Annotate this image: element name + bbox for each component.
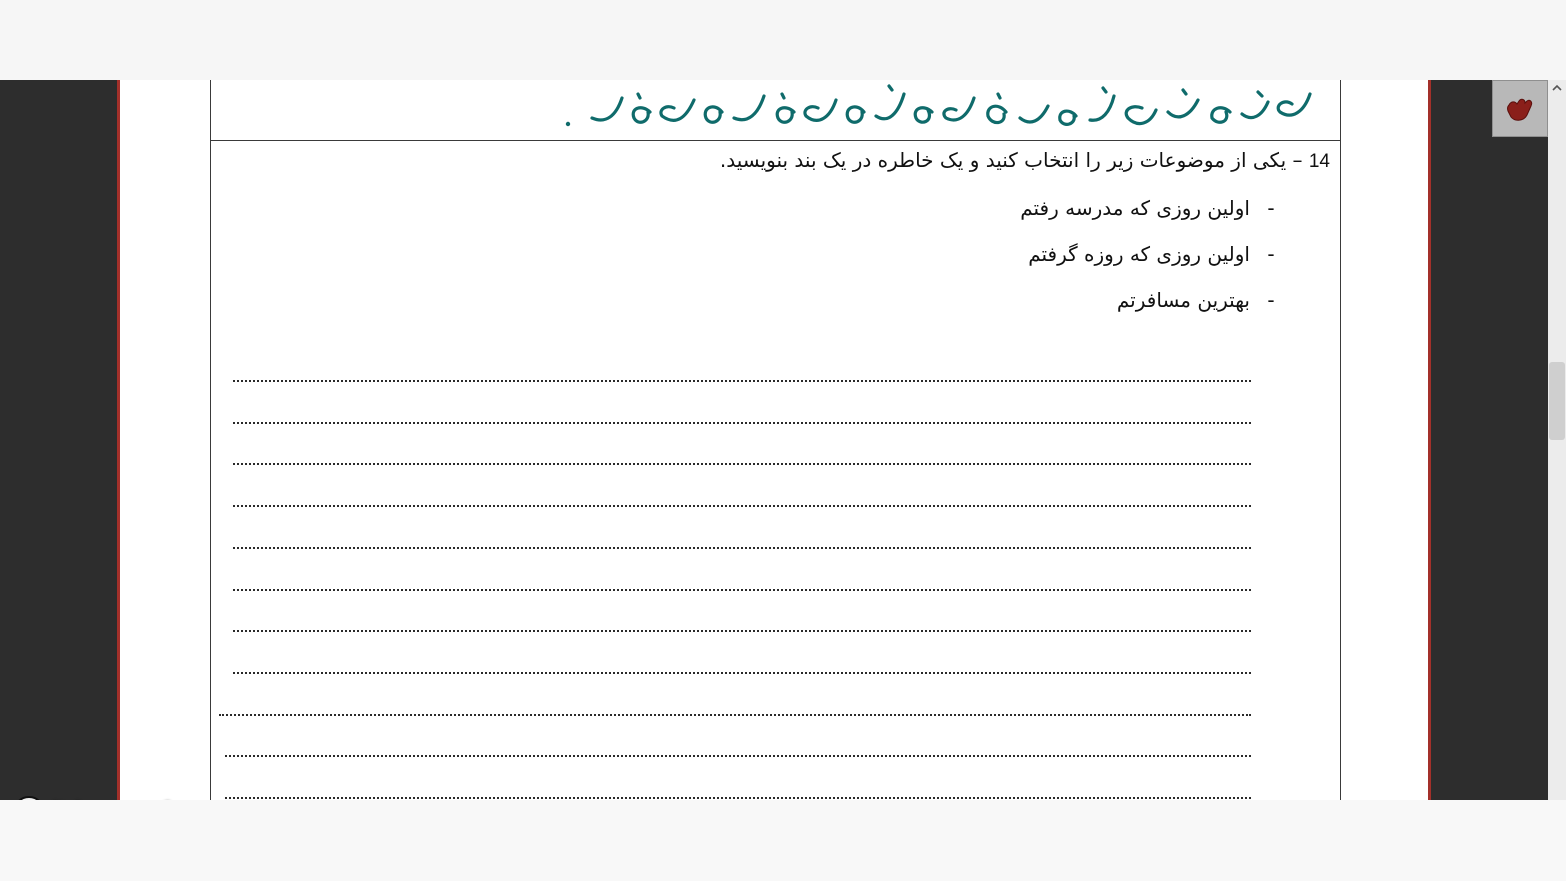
answer-line: [225, 755, 1251, 757]
topic-dash: -: [1267, 242, 1275, 266]
question-number: 14: [1308, 151, 1330, 172]
topic-label: اولین روزی که مدرسه رفتم: [1020, 196, 1250, 220]
topic-item: [1020, 242, 1292, 288]
answer-line: [233, 505, 1251, 507]
answer-line: [233, 463, 1251, 465]
handwritten-annotation: [562, 82, 1322, 140]
vertical-scrollbar[interactable]: [1548, 80, 1566, 800]
topic-item: [1020, 288, 1292, 334]
answer-line: [219, 714, 1251, 716]
topic-list: [1020, 196, 1292, 334]
topic-dash: -: [1267, 196, 1275, 220]
bottom-band: [0, 800, 1566, 881]
topic-label: اولین روزی که روزه گرفتم: [1028, 242, 1250, 266]
hand-icon: [1505, 95, 1535, 123]
top-band: [0, 0, 1566, 80]
chevron-up-icon[interactable]: [1551, 82, 1563, 94]
question-text: – یکی از موضوعات زیر را انتخاب کنید و یک خاطره در یک بند بنویسید.: [719, 148, 1303, 172]
answer-line: [225, 797, 1251, 799]
document-page: [120, 80, 1428, 800]
hand-tool-button[interactable]: [1492, 80, 1548, 137]
answer-line: [233, 672, 1251, 674]
scrollbar-thumb[interactable]: [1549, 362, 1565, 440]
answer-line: [233, 422, 1251, 424]
answer-line: [233, 589, 1251, 591]
answer-line: [233, 547, 1251, 549]
section-divider: [211, 140, 1340, 141]
viewer-left-margin: [0, 80, 120, 800]
question-14: [720, 148, 1330, 173]
topic-item: [1020, 196, 1292, 242]
topic-dash: -: [1267, 288, 1275, 312]
answer-line: [233, 380, 1251, 382]
answer-line: [233, 630, 1251, 632]
question-box: [210, 80, 1341, 800]
viewer-right-margin: [1428, 80, 1548, 800]
document-viewer[interactable]: [0, 80, 1566, 800]
topic-label: بهترین مسافرتم: [1116, 288, 1250, 312]
